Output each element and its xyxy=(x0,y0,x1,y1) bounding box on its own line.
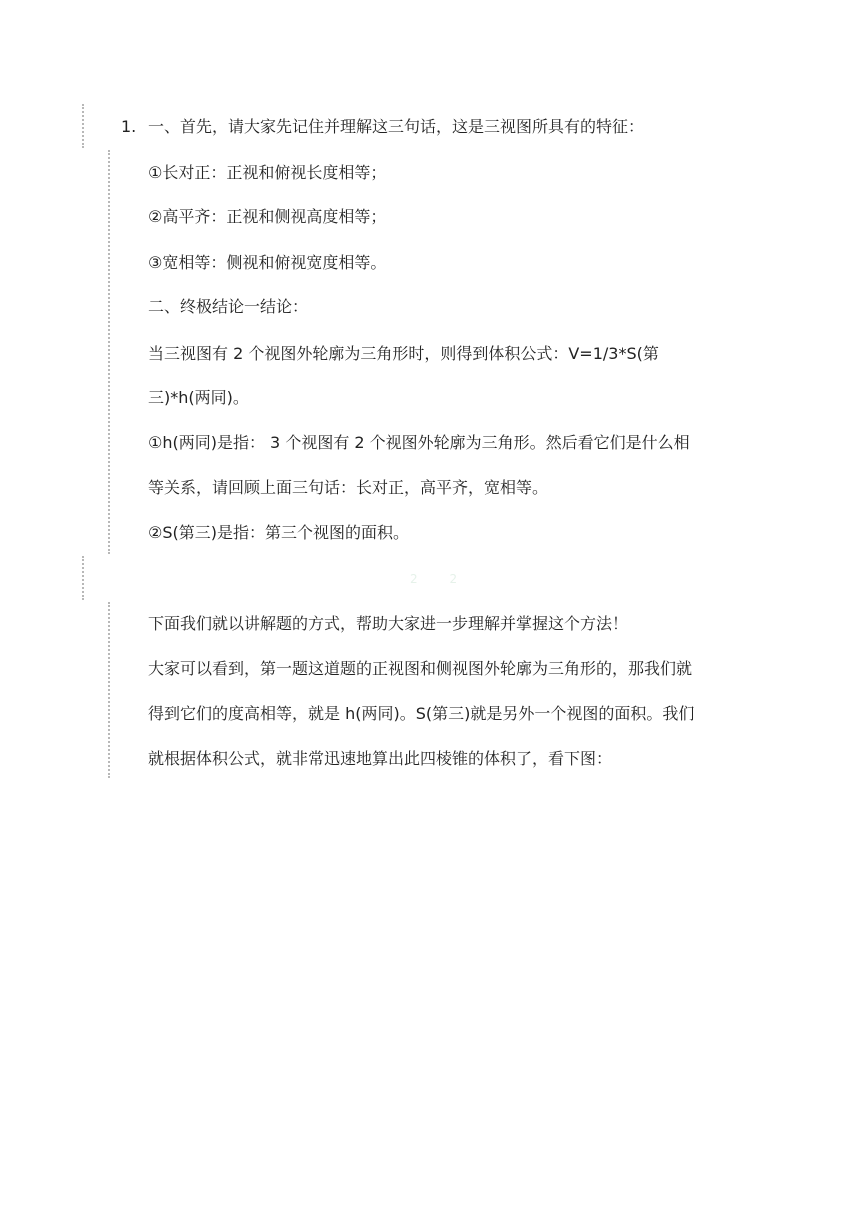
paragraph-line: ①长对正：正视和俯视长度相等； xyxy=(148,163,387,182)
margin-rule xyxy=(82,104,84,148)
faint-mark: 2 2 xyxy=(410,572,472,586)
paragraph-line: 等关系，请回顾上面三句话：长对正，高平齐，宽相等。 xyxy=(148,478,549,497)
paragraph-line: 大家可以看到，第一题这道题的正视图和侧视图外轮廓为三角形的，那我们就 xyxy=(148,659,693,678)
margin-rule xyxy=(82,556,84,600)
list-number: 1. xyxy=(121,117,137,136)
paragraph-line: ③宽相等：侧视和俯视宽度相等。 xyxy=(148,253,387,272)
paragraph-line: ①h(两同)是指： 3 个视图有 2 个视图外轮廓为三角形。然后看它们是什么相 xyxy=(148,433,690,452)
paragraph-line: 得到它们的度高相等，就是 h(两同)。S(第三)就是另外一个视图的面积。我们 xyxy=(148,704,695,723)
paragraph-line: 一、首先，请大家先记住并理解这三句话，这是三视图所具有的特征： xyxy=(148,117,645,136)
paragraph-line: 下面我们就以讲解题的方式，帮助大家进一步理解并掌握这个方法！ xyxy=(148,614,629,633)
paragraph-line: 就根据体积公式，就非常迅速地算出此四棱锥的体积了，看下图： xyxy=(148,749,613,768)
paragraph-line: 三)*h(两同)。 xyxy=(148,388,249,407)
margin-rule xyxy=(108,150,110,554)
paragraph-line: ②高平齐：正视和侧视高度相等； xyxy=(148,207,387,226)
paragraph-line: 当三视图有 2 个视图外轮廓为三角形时，则得到体积公式：V=1/3*S(第 xyxy=(148,344,659,363)
margin-rule xyxy=(108,602,110,778)
paragraph-line: 二、终极结论一结论： xyxy=(148,297,309,316)
paragraph-line: ②S(第三)是指：第三个视图的面积。 xyxy=(148,523,409,542)
